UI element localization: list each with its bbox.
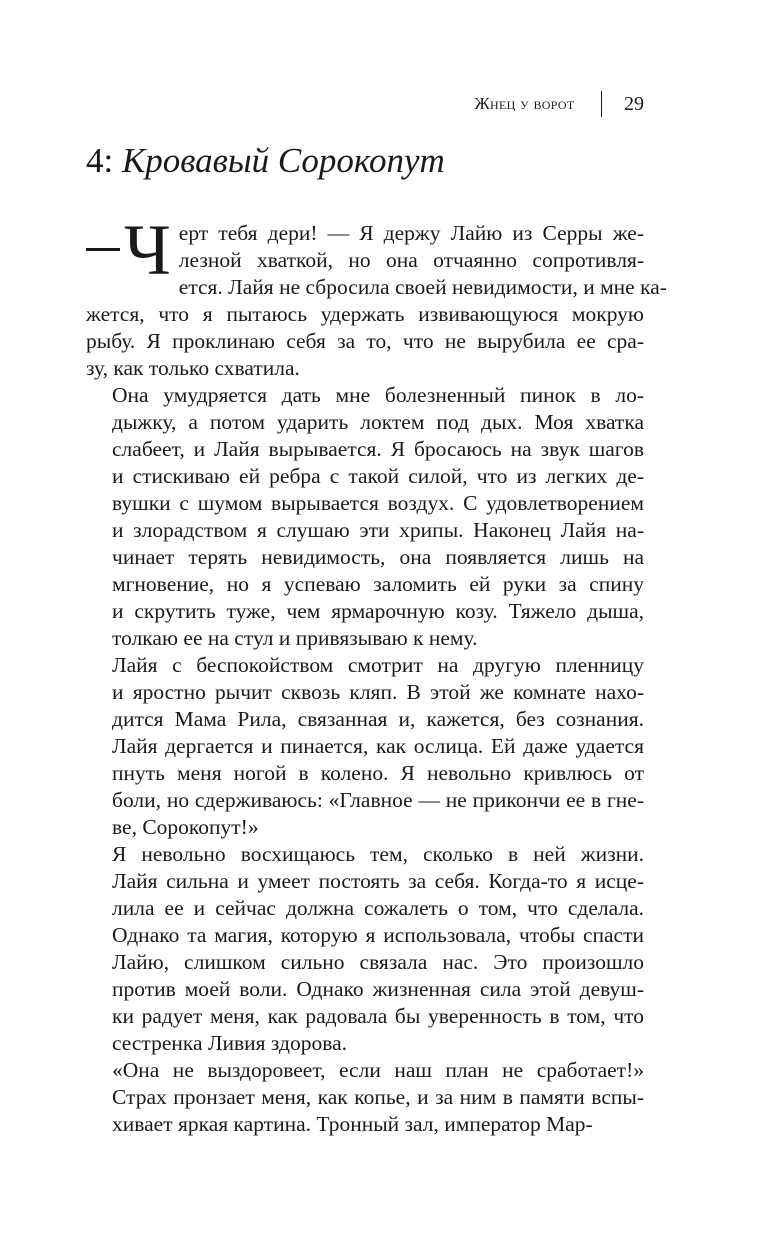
text-line: ве, Сорокопут!» — [112, 815, 259, 839]
text-line: хивает яркая картина. Тронный зал, император Мар- — [112, 1112, 593, 1136]
text-line: сестренка Ливия здорова. — [112, 1031, 348, 1055]
text-line: вушки с шумом вырывается воздух. С удовлетворением — [112, 491, 644, 515]
text-line: слабеет, и Лайя вырывается. Я бросаюсь на звук шагов — [112, 437, 644, 461]
text-line: зу, как только схватила. — [86, 356, 300, 380]
text-line: ки радует меня, как радовала бы уверенность в том, что — [112, 1004, 644, 1028]
paragraph — [86, 1057, 644, 1138]
chapter-heading — [86, 140, 445, 182]
dropcap-letter: Ч — [124, 210, 171, 290]
text-line: чинает терять невидимость, она появляется лишь на — [112, 545, 644, 569]
text-line: Лайя дергается и пинается, как ослица. Ей даже удается — [112, 734, 644, 758]
page-number: 29 — [624, 92, 644, 115]
chapter-body — [86, 210, 667, 1138]
text-line: лила ее и сейчас должна сожалеть о том, что сделала. — [112, 896, 644, 920]
text-line: боли, но сдерживаюсь: «Главное — не прикончи ее в гне- — [112, 788, 644, 812]
text-line: Она умудряется дать мне болезненный пинок в ло- — [112, 383, 644, 407]
text-line: и скрутить туже, чем ярмарочную козу. Тяжело дыша, — [112, 599, 644, 623]
running-header — [475, 90, 644, 118]
text-line: жется, что я пытаюсь удержать извивающуюся мокрую — [86, 302, 644, 326]
text-line: дится Мама Рила, связанная и, кажется, без сознания. — [112, 707, 644, 731]
text-line: Лайю, слишком сильно связала нас. Это произошло — [112, 950, 644, 974]
paragraph — [86, 274, 667, 382]
text-line: дыжку, а потом ударить локтем под дых. Моя хватка — [112, 410, 644, 434]
text-line: Однако та магия, которую я использовала, чтобы спасти — [112, 923, 644, 947]
running-title: Жнец у ворот — [474, 94, 575, 113]
text-line: мгновение, но я успеваю заломить ей руки за спину — [112, 572, 644, 596]
text-line: пнуть меня ногой в колено. Я невольно кривлюсь от — [112, 761, 644, 785]
header-divider — [601, 91, 603, 117]
text-line: ется. Лайя не сбросила своей невидимости, и мне ка- — [178, 275, 667, 299]
text-line: и яростно рычит сквозь кляп. В этой же комнате нахо- — [112, 680, 644, 704]
text-line: Лайя с беспокойством смотрит на другую пленницу — [112, 653, 644, 677]
paragraph — [86, 652, 644, 841]
text-line: толкаю ее на стул и привязываю к нему. — [112, 626, 478, 650]
paragraph — [86, 841, 644, 1057]
paragraph — [86, 382, 644, 652]
text-line: «Она не выздоровеет, если наш план не сработает!» — [112, 1058, 644, 1082]
text-line: лезной хваткой, но она отчаянно сопротивля- — [178, 248, 644, 272]
chapter-title: Кровавый Сорокопут — [121, 141, 445, 180]
text-line: и злорадством я слушаю эти хрипы. Наконец Лайя на- — [112, 518, 644, 542]
text-line: против моей воли. Однако жизненная сила этой девуш- — [112, 977, 644, 1001]
text-line: ерт тебя дери! — Я держу Лайю из Серры же- — [178, 221, 644, 245]
text-line: Страх пронзает меня, как копье, и за ним в памяти вспы- — [112, 1085, 644, 1109]
text-line: Лайя сильна и умеет постоять за себя. Когда-то я исце- — [112, 869, 644, 893]
dialogue-dash — [86, 248, 120, 251]
text-line: и стискиваю ей ребра с такой силой, что из легких де- — [112, 464, 644, 488]
chapter-number: 4: — [86, 141, 114, 180]
text-line: Я невольно восхищаюсь тем, сколько в ней жизни. — [112, 842, 644, 866]
text-line: рыбу. Я проклинаю себя за то, что не вырубила ее сра- — [86, 329, 644, 353]
dropcap — [86, 210, 171, 290]
